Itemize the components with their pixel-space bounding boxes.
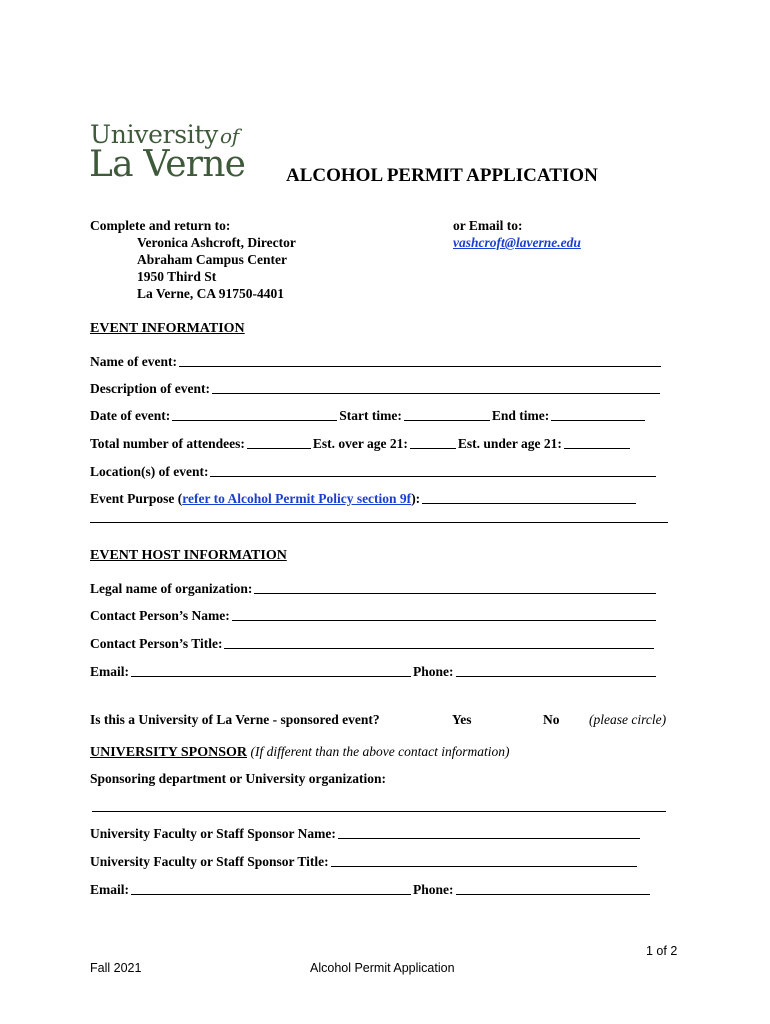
attendees-label: Total number of attendees: xyxy=(90,436,245,451)
sponsor-email-label: Email: xyxy=(90,882,129,897)
return-to-line: 1950 Third St xyxy=(137,269,217,284)
footer-term: Fall 2021 xyxy=(90,961,142,975)
contact-title-label: Contact Person’s Title: xyxy=(90,636,223,651)
sponsor-dept-label: Sponsoring department or University organization: xyxy=(90,771,386,786)
faculty-title-field[interactable] xyxy=(331,866,637,867)
purpose-row xyxy=(90,491,638,507)
faculty-name-label: University Faculty or Staff Sponsor Name: xyxy=(90,826,336,841)
sponsor-phone-field[interactable] xyxy=(456,894,650,895)
footer-doc-title: Alcohol Permit Application xyxy=(310,961,455,975)
purpose-label-pre: Event Purpose ( xyxy=(90,491,183,506)
under-21-field[interactable] xyxy=(564,448,630,449)
event-description-row xyxy=(90,381,662,397)
attendees-row xyxy=(90,436,632,452)
logo-line2: La Verne xyxy=(89,144,246,185)
location-label: Location(s) of event: xyxy=(90,464,209,479)
logo-of: of xyxy=(220,124,239,148)
event-description-label: Description of event: xyxy=(90,381,210,396)
sponsor-email-row xyxy=(90,882,652,898)
over-21-field[interactable] xyxy=(410,448,456,449)
sponsored-yes-option[interactable]: Yes xyxy=(452,712,472,727)
sponsor-dept-field[interactable] xyxy=(92,811,666,812)
sponsor-phone-label: Phone: xyxy=(413,882,454,897)
email-to-heading: or Email to: xyxy=(453,218,523,233)
logo-line1: University xyxy=(90,120,219,149)
faculty-title-row xyxy=(90,854,639,870)
under-21-label: Est. under age 21: xyxy=(457,436,562,451)
contact-name-field[interactable] xyxy=(232,620,656,621)
location-field[interactable] xyxy=(210,476,656,477)
event-date-label: Date of event: xyxy=(90,408,171,423)
faculty-name-field[interactable] xyxy=(338,838,640,839)
start-time-field[interactable] xyxy=(404,420,490,421)
sponsor-email-field[interactable] xyxy=(131,894,411,895)
please-circle-hint: (please circle) xyxy=(589,712,667,727)
contact-title-field[interactable] xyxy=(224,648,654,649)
legal-name-field[interactable] xyxy=(254,593,656,594)
sponsor-heading: UNIVERSITY SPONSOR xyxy=(90,745,248,760)
policy-link[interactable]: refer to Alcohol Permit Policy section 9f xyxy=(182,491,412,506)
event-name-row xyxy=(90,354,663,370)
sponsor-note: (If different than the above contact information) xyxy=(250,744,510,759)
host-phone-field[interactable] xyxy=(456,676,656,677)
email-to-link[interactable]: vashcroft@laverne.edu xyxy=(453,235,581,250)
return-to-heading: Complete and return to: xyxy=(90,218,231,233)
event-name-field[interactable] xyxy=(179,366,661,367)
faculty-name-row xyxy=(90,826,642,842)
faculty-title-label: University Faculty or Staff Sponsor Title: xyxy=(90,854,329,869)
page-number: 1 of 2 xyxy=(646,944,678,958)
event-name-label: Name of event: xyxy=(90,354,177,369)
event-info-heading: EVENT INFORMATION xyxy=(90,321,245,336)
end-time-label: End time: xyxy=(491,408,550,423)
host-email-field[interactable] xyxy=(131,676,411,677)
sponsored-no-option[interactable]: No xyxy=(543,712,560,727)
host-email-row xyxy=(90,664,658,680)
return-to-line: Abraham Campus Center xyxy=(137,252,287,267)
contact-name-row xyxy=(90,608,658,624)
host-info-heading: EVENT HOST INFORMATION xyxy=(90,548,287,563)
event-date-field[interactable] xyxy=(172,420,337,421)
attendees-field[interactable] xyxy=(247,448,311,449)
legal-name-label: Legal name of organization: xyxy=(90,581,253,596)
purpose-field-line2[interactable] xyxy=(90,522,668,523)
host-email-label: Email: xyxy=(90,664,129,679)
contact-title-row xyxy=(90,636,656,652)
sponsored-question: Is this a University of La Verne - sponsored event? xyxy=(90,712,380,727)
purpose-field[interactable] xyxy=(422,503,636,504)
host-phone-label: Phone: xyxy=(413,664,454,679)
legal-name-row xyxy=(90,581,658,597)
location-row xyxy=(90,464,658,480)
over-21-label: Est. over age 21: xyxy=(312,436,408,451)
page-title: ALCOHOL PERMIT APPLICATION xyxy=(286,165,598,186)
sponsor-heading-row xyxy=(90,744,509,761)
return-to-line: Veronica Ashcroft, Director xyxy=(137,235,296,250)
contact-name-label: Contact Person’s Name: xyxy=(90,608,230,623)
event-description-field[interactable] xyxy=(212,393,660,394)
return-to-line: La Verne, CA 91750-4401 xyxy=(137,286,285,301)
start-time-label: Start time: xyxy=(339,408,402,423)
purpose-label-post: ): xyxy=(411,491,421,506)
end-time-field[interactable] xyxy=(551,420,645,421)
event-date-row xyxy=(90,408,647,424)
